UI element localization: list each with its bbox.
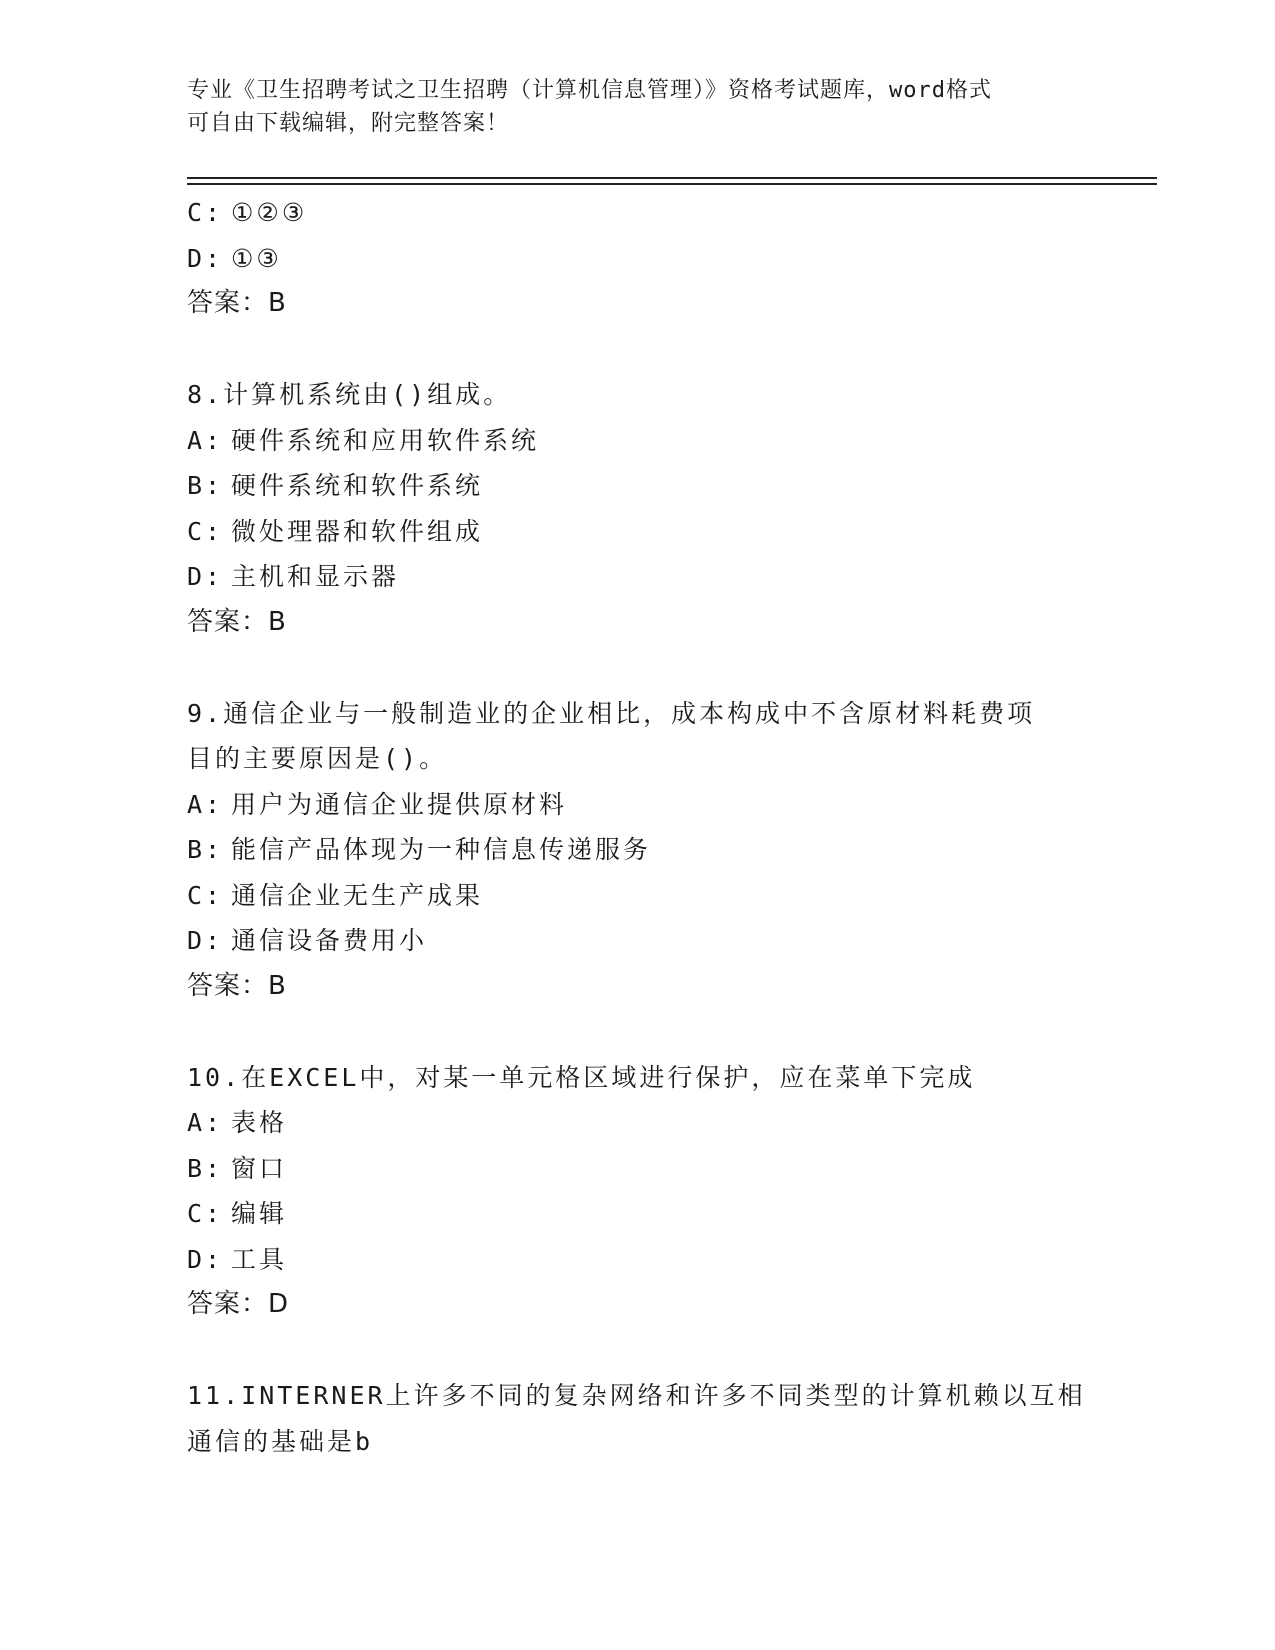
- option-text: 通信设备费用小: [231, 926, 428, 955]
- question-8: [187, 372, 1167, 645]
- question-stem: 8.计算机系统由()组成。: [187, 380, 512, 409]
- spacer: [187, 1009, 1167, 1055]
- spacer: [187, 1328, 1167, 1374]
- option-label: B:: [187, 471, 224, 500]
- question-stem: 10.在EXCEL中，对某一单元格区域进行保护，应在菜单下完成: [187, 1062, 976, 1092]
- question-11: [187, 1373, 1167, 1464]
- option-d: [187, 1237, 1167, 1283]
- answer-line: 答案：D: [187, 1289, 290, 1319]
- answer-line: 答案：B: [187, 970, 287, 1001]
- option-label: C:: [187, 1199, 224, 1228]
- option-text: 硬件系统和应用软件系统: [231, 425, 540, 455]
- option-text: ①③: [231, 243, 282, 273]
- option-text: 硬件系统和软件系统: [231, 471, 484, 500]
- page-header: [187, 74, 1087, 140]
- option-b: [187, 463, 1167, 509]
- option-c: [187, 873, 1167, 919]
- option-label: D:: [187, 243, 224, 273]
- option-text: ①②③: [231, 198, 308, 227]
- option-text: 用户为通信企业提供原材料: [231, 789, 568, 819]
- answer-line: 答案：B: [187, 288, 287, 318]
- option-text: 主机和显示器: [231, 562, 400, 591]
- question-stem-line-2: 目的主要原因是()。: [187, 744, 448, 773]
- option-label: A:: [187, 789, 224, 819]
- option-label: C:: [187, 880, 224, 910]
- option-label: D:: [187, 926, 224, 955]
- header-divider-top: [187, 177, 1157, 179]
- spacer: [187, 645, 1167, 691]
- option-label: B:: [187, 1153, 224, 1183]
- question-stem-line-1: 11.INTERNER上许多不同的复杂网络和许多不同类型的计算机赖以互相: [187, 1381, 1086, 1410]
- option-label: C:: [187, 516, 224, 546]
- option-label: A:: [187, 1108, 224, 1137]
- question-stem-line-1: 9.通信企业与一般制造业的企业相比，成本构成中不含原材料耗费项: [187, 698, 1036, 728]
- option-a: [187, 1100, 1167, 1146]
- option-b: [187, 827, 1167, 873]
- option-text: 表格: [231, 1108, 288, 1137]
- option-label: D:: [187, 562, 224, 591]
- option-label: D:: [187, 1244, 224, 1274]
- option-d: [187, 236, 1167, 282]
- question-9: [187, 691, 1167, 1010]
- option-text: 窗口: [231, 1153, 288, 1183]
- header-title-line-1: 专业《卫生招聘考试之卫生招聘（计算机信息管理）》资格考试题库，word格式: [187, 78, 992, 103]
- option-c: [187, 190, 1167, 236]
- option-c: [187, 1191, 1167, 1237]
- header-title-line-2: 可自由下载编辑，附完整答案！: [187, 111, 510, 136]
- option-text: 工具: [231, 1244, 288, 1274]
- option-label: C:: [187, 198, 224, 227]
- option-text: 微处理器和软件组成: [231, 516, 484, 546]
- option-a: [187, 418, 1167, 464]
- option-label: A:: [187, 425, 224, 455]
- question-content: [187, 190, 1167, 1464]
- option-a: [187, 782, 1167, 828]
- question-10: [187, 1055, 1167, 1328]
- option-c: [187, 509, 1167, 555]
- answer-line: 答案：B: [187, 606, 287, 637]
- option-text: 通信企业无生产成果: [231, 880, 484, 910]
- previous-question-tail: [187, 190, 1167, 327]
- option-d: [187, 918, 1167, 964]
- option-b: [187, 1146, 1167, 1192]
- option-label: B:: [187, 835, 224, 864]
- option-d: [187, 554, 1167, 600]
- spacer: [187, 327, 1167, 373]
- header-divider-bottom: [187, 183, 1157, 185]
- option-text: 编辑: [231, 1199, 288, 1228]
- option-text: 能信产品体现为一种信息传递服务: [231, 835, 652, 864]
- question-stem-line-2: 通信的基础是b: [187, 1426, 374, 1456]
